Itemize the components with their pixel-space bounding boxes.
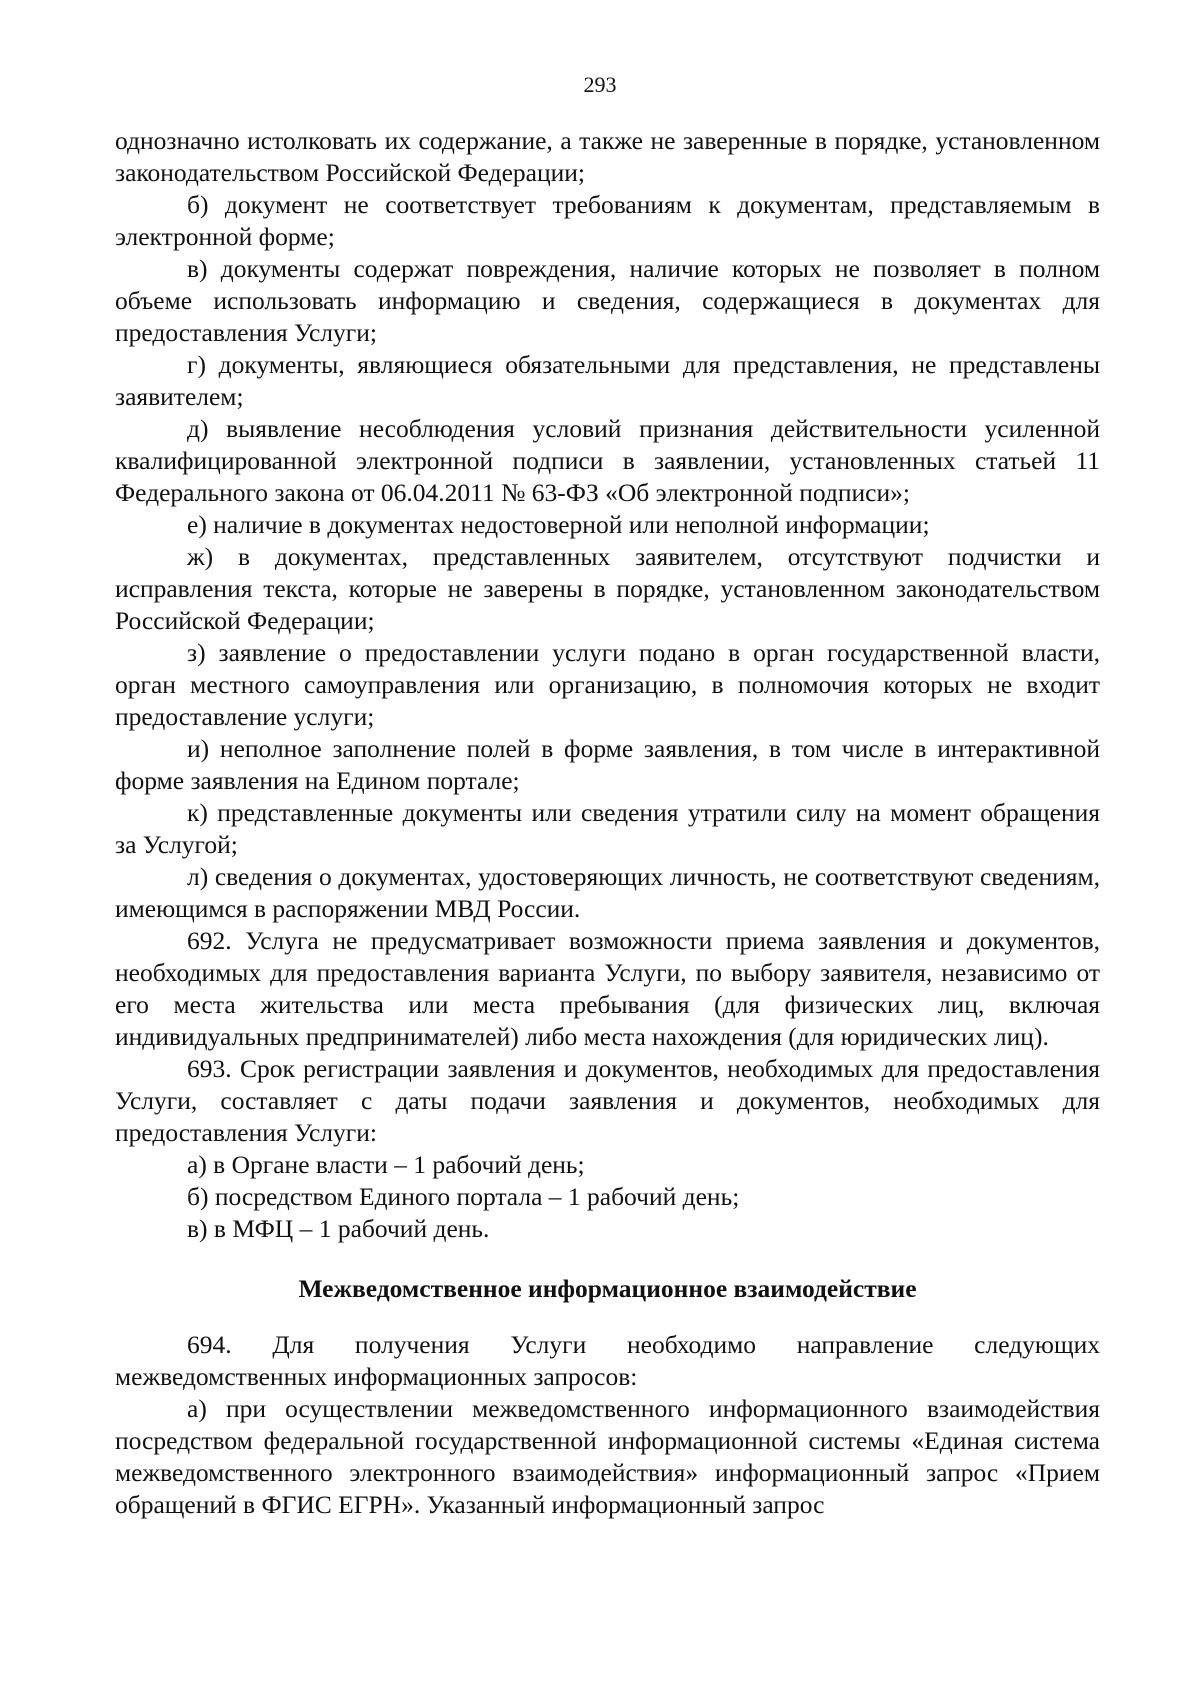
page-number: 293: [583, 72, 617, 97]
list-item-b: б) документ не соответствует требованиям к документам, представляемым в электронной форме;: [115, 190, 1100, 251]
term-item-a: а) в Органе власти – 1 рабочий день;: [187, 1150, 585, 1179]
clause-694: 694. Для получения Услуги необходимо направление следующих межведомственных информационных запросов:: [115, 1330, 1100, 1391]
list-item-g: г) документы, являющиеся обязательными для представления, не представлены заявителем;: [115, 350, 1100, 411]
list-item-k: к) представленные документы или сведения утратили силу на момент обращения за Услугой;: [115, 798, 1100, 859]
section-heading: Межведомственное информационное взаимодействие: [298, 1274, 917, 1303]
term-item-b: б) посредством Единого портала – 1 рабочий день;: [187, 1182, 740, 1211]
list-item-d: д) выявление несоблюдения условий признания действительности усиленной квалифицированной электронной подписи в заявлении, установленных статьей 11 Федерального закона от 06.04.2011 № 63-ФЗ «Об электронной подписи»;: [115, 414, 1100, 507]
list-item-zh: ж) в документах, представленных заявителем, отсутствуют подчистки и исправления текста, которые не заверены в порядке, установленном законодательством Российской Федерации;: [115, 542, 1100, 635]
list-item-i: и) неполное заполнение полей в форме заявления, в том числе в интерактивной форме заявления на Едином портале;: [115, 734, 1100, 795]
list-item-z: з) заявление о предоставлении услуги подано в орган государственной власти, орган местного самоуправления или организацию, в полномочия которых не входит предоставление услуги;: [115, 638, 1100, 731]
clause-693: 693. Срок регистрации заявления и документов, необходимых для предоставления Услуги, составляет с даты подачи заявления и документов, необходимых для предоставления Услуги:: [115, 1054, 1100, 1147]
list-item-l: л) сведения о документах, удостоверяющих личность, не соответствуют сведениям, имеющимся в распоряжении МВД России.: [115, 862, 1100, 923]
list-item-v: в) документы содержат повреждения, наличие которых не позволяет в полном объеме использовать информацию и сведения, содержащиеся в документах для предоставления Услуги;: [115, 254, 1100, 347]
term-item-v: в) в МФЦ – 1 рабочий день.: [187, 1214, 490, 1243]
clause-692: 692. Услуга не предусматривает возможности приема заявления и документов, необходимых для предоставления варианта Услуги, по выбору заявителя, независимо от его места жительства или места пребывания (для физических лиц, включая индивидуальных предпринимателей) либо места нахождения (для юридических лиц).: [115, 926, 1100, 1051]
paragraph-continuation: однозначно истолковать их содержание, а также не заверенные в порядке, установленном законодательством Российской Федерации;: [115, 126, 1100, 187]
list-item-e: е) наличие в документах недостоверной или неполной информации;: [187, 510, 930, 539]
request-item-a: а) при осуществлении межведомственного информационного взаимодействия посредством федеральной государственной информационной системы «Единая система межведомственного электронного взаимодействия» информационный запрос «Прием обращений в ФГИС ЕГРН». Указанный информационный запрос: [115, 1394, 1100, 1519]
document-body: [115, 125, 1100, 1521]
